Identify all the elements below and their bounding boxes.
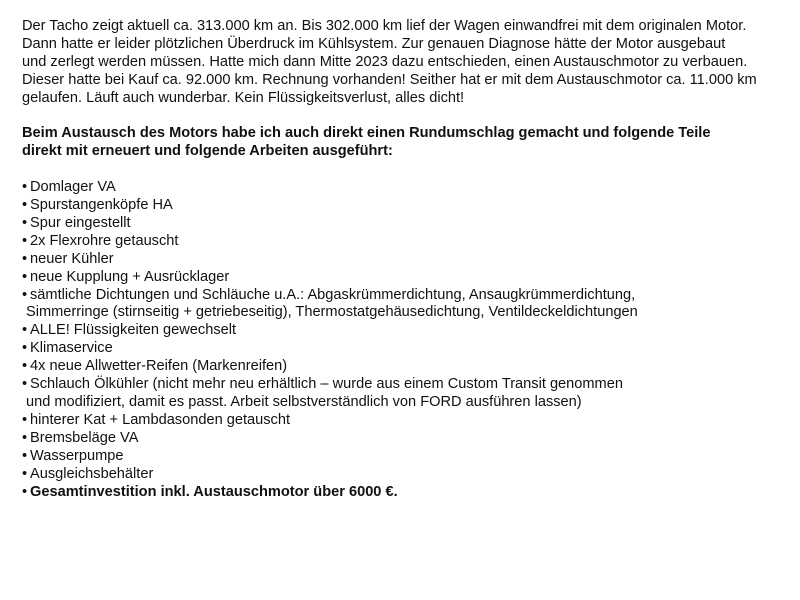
paragraph-gap xyxy=(22,108,792,126)
bullet-icon: • xyxy=(22,179,28,196)
intro-line: Der Tacho zeigt aktuell ca. 313.000 km an. Bis 302.000 km lief der Wagen einwandfrei mit dem originalen Motor. xyxy=(22,18,747,34)
bullet-icon: • xyxy=(22,340,28,357)
list-item-text: hinterer Kat + Lambdasonden getauscht xyxy=(30,411,291,428)
list-item-text: Bremsbeläge VA xyxy=(30,429,139,446)
list-item xyxy=(22,412,792,430)
bullet-icon: • xyxy=(22,268,28,285)
intro-line: und zerlegt werden müssen. Hatte mich dann Mitte 2023 dazu entschieden, einen Austauschmotor zu verbauen. xyxy=(22,53,748,70)
list-item-continuation: und modifiziert, damit es passt. Arbeit selbstverständlich von FORD ausführen lassen) xyxy=(26,394,582,410)
list-item xyxy=(22,448,792,466)
list-item-text: Domlager VA xyxy=(30,179,116,196)
list-item-text: Klimaservice xyxy=(30,340,113,357)
paragraph-gap xyxy=(22,161,792,179)
bullet-icon: • xyxy=(22,358,28,375)
bullet-icon: • xyxy=(22,429,28,446)
list-item xyxy=(22,215,792,233)
list-item xyxy=(22,430,792,448)
list-item-text: neue Kupplung + Ausrücklager xyxy=(30,268,230,285)
total-investment-text: Gesamtinvestition inkl. Austauschmotor über 6000 €. xyxy=(30,483,398,500)
heading-line: Beim Austausch des Motors habe ich auch direkt einen Rundumschlag gemacht und folgende Teile xyxy=(22,125,711,142)
list-item-text: 4x neue Allwetter-Reifen (Markenreifen) xyxy=(30,358,288,375)
intro-line: Dann hatte er leider plötzlichen Überdruck im Kühlsystem. Zur genauen Diagnose hätte der Motor ausgebaut xyxy=(22,35,726,52)
list-item xyxy=(22,340,792,358)
list-item xyxy=(22,484,792,502)
list-item xyxy=(22,358,792,376)
work-heading xyxy=(22,125,792,161)
bullet-icon: • xyxy=(22,232,28,249)
list-item-text: sämtliche Dichtungen und Schläuche u.A.: Abgaskrümmerdichtung, Ansaugkrümmerdichtung, xyxy=(30,286,636,303)
list-item xyxy=(22,376,792,412)
bullet-icon: • xyxy=(22,250,28,267)
list-item-text: Wasserpumpe xyxy=(30,447,124,464)
listing-description xyxy=(22,18,792,501)
list-item-text: neuer Kühler xyxy=(30,250,114,267)
bullet-icon: • xyxy=(22,465,28,482)
bullet-icon: • xyxy=(22,376,28,393)
list-item-text: 2x Flexrohre getauscht xyxy=(30,232,179,249)
list-item xyxy=(22,179,792,197)
list-item xyxy=(22,197,792,215)
bullet-icon: • xyxy=(22,197,28,214)
list-item-text: Spurstangenköpfe HA xyxy=(30,197,173,214)
bullet-icon: • xyxy=(22,447,28,464)
list-item-text: Spur eingestellt xyxy=(30,214,131,231)
list-item xyxy=(22,287,792,323)
list-item-continuation: Simmerringe (stirnseitig + getriebeseitig), Thermostatgehäusedichtung, Ventildeckeldichtungen xyxy=(26,304,638,321)
bullet-icon: • xyxy=(22,286,28,303)
list-item xyxy=(22,269,792,287)
intro-line: gelaufen. Läuft auch wunderbar. Kein Flüssigkeitsverlust, alles dicht! xyxy=(22,89,465,106)
heading-line: direkt mit erneuert und folgende Arbeiten ausgeführt: xyxy=(22,143,393,160)
list-item xyxy=(22,233,792,251)
bullet-icon: • xyxy=(22,322,28,339)
bullet-icon: • xyxy=(22,214,28,231)
work-items-list xyxy=(22,179,792,501)
list-item-text: Ausgleichsbehälter xyxy=(30,465,154,482)
intro-paragraph xyxy=(22,18,792,108)
list-item-text: Schlauch Ölkühler (nicht mehr neu erhältlich – wurde aus einem Custom Transit genommen xyxy=(30,376,623,393)
bullet-icon: • xyxy=(22,483,28,500)
intro-line: Dieser hatte bei Kauf ca. 92.000 km. Rechnung vorhanden! Seither hat er mit dem Austauschmotor ca. 11.000 km xyxy=(22,71,757,88)
list-item xyxy=(22,466,792,484)
list-item xyxy=(22,322,792,340)
bullet-icon: • xyxy=(22,411,28,428)
list-item xyxy=(22,251,792,269)
list-item-text: ALLE! Flüssigkeiten gewechselt xyxy=(30,322,237,339)
